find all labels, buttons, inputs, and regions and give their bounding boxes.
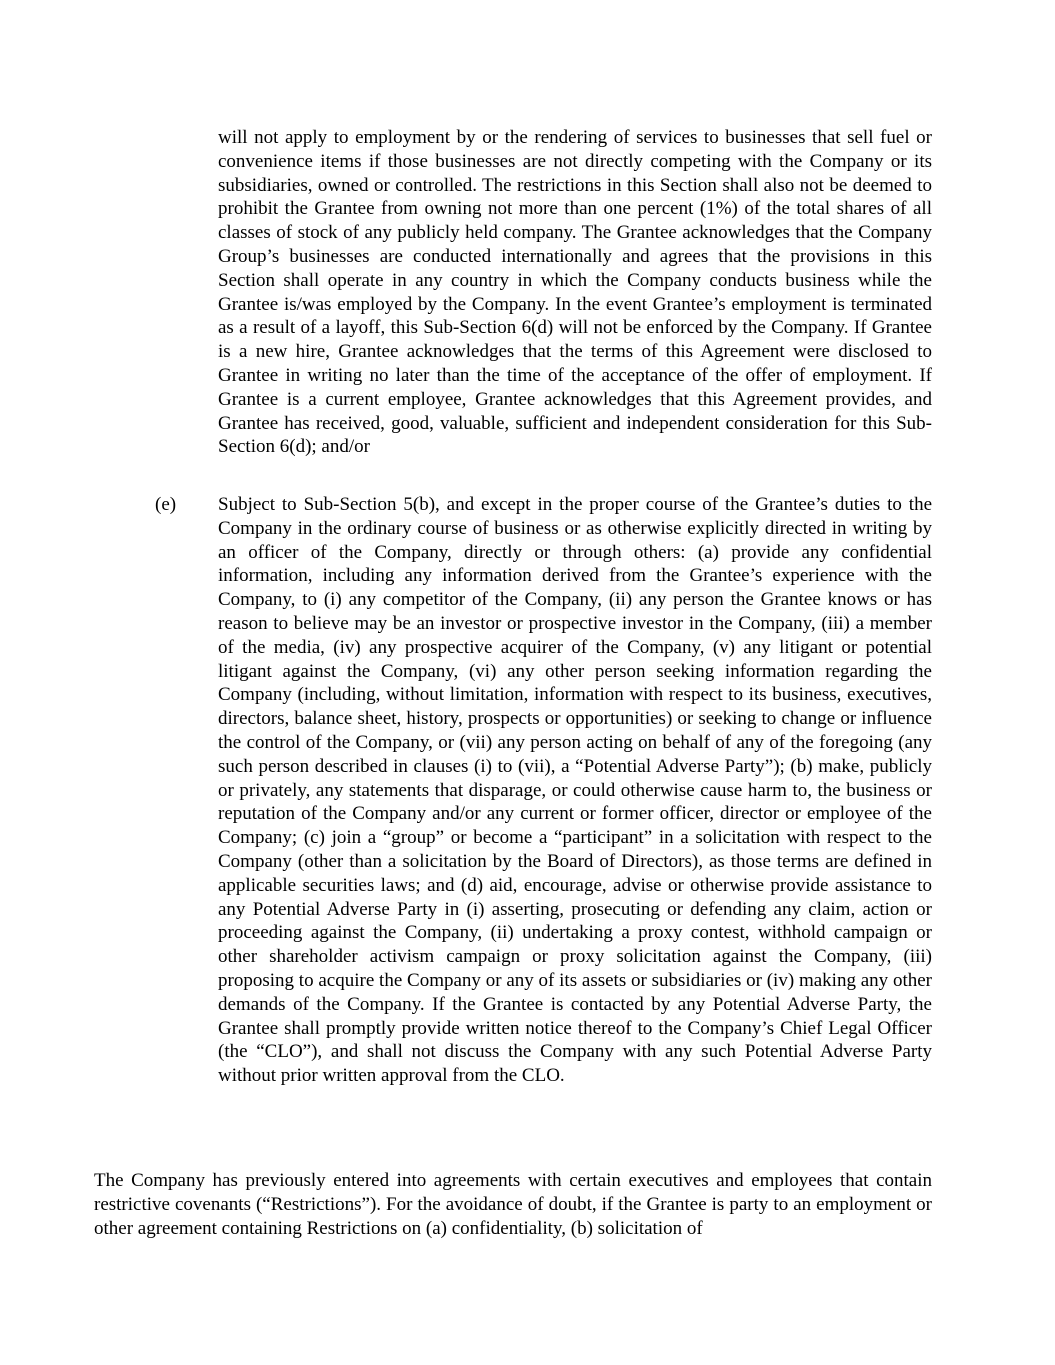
item-e-paragraph: Subject to Sub-Section 5(b), and except in the proper course of the Grantee’s duties to the Company in the ordinary course of business or as otherwise explicitly directed in writing by an officer of the Company, directly or through others: (a) provide any confidential information, including any information derived from the Grantee’s experience with the Company, to (i) any competitor of the Company, (ii) any person the Grantee knows or has reason to believe may be an investor or prospective investor in the Company, (iii) a member of the media, (iv) any prospective acquirer of the Company, (v) any litigant or potential litigant against the Company, (vi) any other person seeking information regarding the Company (including, without limitation, information with respect to its business, executives, directors, balance sheet, history, prospects or opportunities) or seeking to change or influence the control of the Company, or (vii) any person acting on behalf of any of the foregoing (any such person described in clauses (i) to (vii), a “Potential Adverse Party”); (b) make, publicly or privately, any statements that disparage, or could otherwise cause harm to, the business or reputation of the Company and/or any current or former officer, director or employee of the Company; (c) join a “group” or become a “participant” in a solicitation with respect to the Company (other than a solicitation by the Board of Directors), as those terms are defined in applicable securities laws; and (d) aid, encourage, advise or otherwise provide assistance to any Potential Adverse Party in (i) asserting, prosecuting or defending any claim, action or proceeding against the Company, (ii) undertaking a proxy contest, withhold campaign or other shareholder activism campaign or proxy solicitation against the Company, (iii) proposing to acquire the Company or any of its assets or subsidiaries or (iv) making any other demands of the Company. If the Grantee is contacted by any Potential Adverse Party, the Grantee shall promptly provide written notice thereof to the Company’s Chief Legal Officer (the “CLO”), and shall not discuss the Company with any such Potential Adverse Party without prior written approval from the CLO. (218, 494, 932, 1087)
closing-paragraph: The Company has previously entered into agreements with certain executives and employees that contain restrictive covenants (“Restrictions”). For the avoidance of doubt, if the Grantee is party to an employment or other agreement containing Restrictions on (a) confidentiality, (b) solicitation of (94, 1170, 932, 1239)
item-e-label: (e) (155, 494, 177, 515)
continuation-paragraph: will not apply to employment by or the rendering of services to businesses that sell fuel or convenience items if those businesses are not directly competing with the Company or its subsidiaries, owned or controlled. The restrictions in this Section shall also not be deemed to prohibit the Grantee from owning not more than one percent (1%) of the total shares of all classes of stock of any publicly held company. The Grantee acknowledges that the Company Group’s businesses are conducted internationally and agrees that the provisions in this Section shall operate in any country in which the Company conducts business while the Grantee is/was employed by the Company. In the event Grantee’s employment is terminated as a result of a layoff, this Sub-Section 6(d) will not be enforced by the Company. If Grantee is a new hire, Grantee acknowledges that the terms of this Agreement were disclosed to Grantee in writing no later than the time of the acceptance of the offer of employment. If Grantee is a current employee, Grantee acknowledges that this Agreement provides, and Grantee has received, good, valuable, sufficient and independent consideration for this Sub-Section 6(d); and/or (218, 127, 932, 458)
